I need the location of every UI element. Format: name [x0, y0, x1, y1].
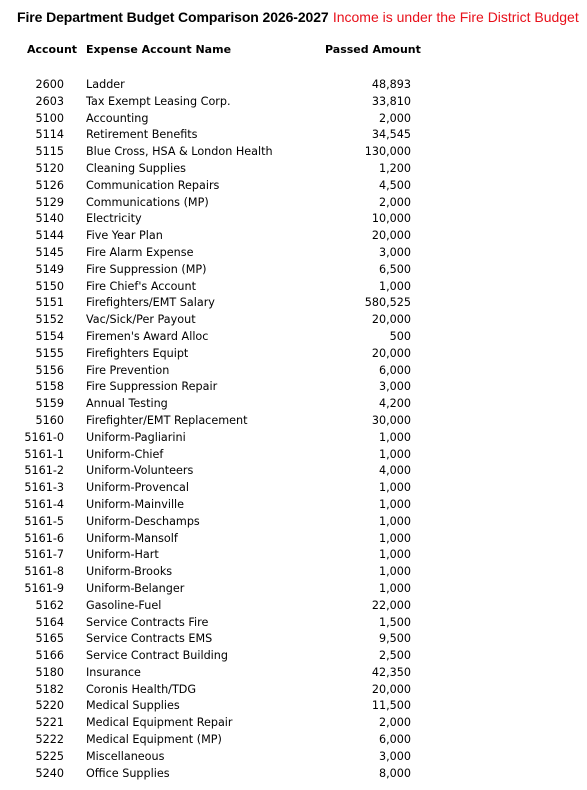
expense-name-cell: Insurance	[86, 665, 141, 679]
passed-amount-cell: 1,000	[378, 531, 411, 545]
account-number-cell: 5161-6	[24, 531, 64, 545]
account-number-cell: 5221	[35, 716, 64, 730]
account-number-cell: 5145	[35, 245, 64, 259]
passed-amount-cell: 3,000	[378, 245, 411, 259]
expense-name-cell: Fire Prevention	[86, 363, 170, 377]
passed-amount-cell: 1,500	[378, 615, 411, 629]
expense-name-cell: Uniform-Volunteers	[86, 464, 194, 478]
account-number-cell: 5151	[35, 296, 64, 310]
table-row	[0, 245, 587, 262]
account-number-cell: 5129	[35, 195, 64, 209]
passed-amount-cell: 2,500	[378, 649, 411, 663]
page-title	[17, 8, 579, 28]
expense-name-cell: Uniform-Pagliarini	[86, 430, 186, 444]
passed-amount-cell: 130,000	[364, 145, 411, 159]
budget-table	[0, 77, 587, 782]
account-number-cell: 5161-1	[24, 447, 64, 461]
passed-amount-cell: 3,000	[378, 380, 411, 394]
table-row	[0, 111, 587, 128]
account-number-cell: 5154	[35, 329, 64, 343]
account-number-cell: 5161-5	[24, 514, 64, 528]
table-row	[0, 732, 587, 749]
table-row	[0, 648, 587, 665]
expense-name-cell: Uniform-Mansolf	[86, 531, 178, 545]
expense-name-cell: Medical Supplies	[86, 699, 180, 713]
table-row	[0, 447, 587, 464]
expense-name-cell: Fire Chief's Account	[86, 279, 196, 293]
account-number-cell: 5144	[35, 229, 64, 243]
account-number-cell: 5161-4	[24, 497, 64, 511]
expense-name-cell: Vac/Sick/Per Payout	[86, 313, 196, 327]
account-number-cell: 5115	[35, 145, 64, 159]
expense-name-cell: Ladder	[86, 78, 125, 91]
account-number-cell: 5149	[35, 262, 64, 276]
expense-name-cell: Coronis Health/TDG	[86, 682, 197, 696]
account-number-cell: 5100	[35, 111, 64, 125]
account-number-cell: 5165	[35, 632, 64, 646]
table-row	[0, 295, 587, 312]
passed-amount-cell: 34,545	[371, 128, 411, 142]
expense-name-cell: Service Contracts EMS	[86, 632, 213, 646]
passed-amount-cell: 20,000	[371, 682, 411, 696]
passed-amount-cell: 20,000	[371, 313, 411, 327]
account-number-cell: 5126	[35, 178, 64, 192]
expense-name-cell: Blue Cross, HSA & London Health	[86, 145, 273, 159]
account-number-cell: 2603	[35, 94, 64, 108]
account-number-cell: 5120	[35, 161, 64, 175]
income-note: Income is under the Fire District Budget	[332, 9, 579, 25]
account-number-cell: 5152	[35, 313, 64, 327]
table-row	[0, 329, 587, 346]
passed-amount-cell: 580,525	[364, 296, 411, 310]
table-row	[0, 413, 587, 430]
passed-amount-cell: 1,000	[378, 497, 411, 511]
account-number-cell: 5159	[35, 397, 64, 411]
table-row	[0, 195, 587, 212]
passed-amount-cell: 48,893	[371, 78, 411, 91]
table-row	[0, 514, 587, 531]
account-number-cell: 5222	[35, 733, 64, 747]
passed-amount-cell: 30,000	[371, 413, 411, 427]
expense-name-cell: Communication Repairs	[86, 178, 220, 192]
table-row	[0, 682, 587, 699]
expense-name-cell: Uniform-Mainville	[86, 497, 185, 511]
account-number-cell: 5156	[35, 363, 64, 377]
table-row	[0, 379, 587, 396]
table-row	[0, 480, 587, 497]
table-header	[0, 43, 587, 59]
table-row	[0, 178, 587, 195]
table-row	[0, 615, 587, 632]
passed-amount-cell: 11,500	[371, 699, 411, 713]
passed-amount-cell: 33,810	[371, 94, 411, 108]
passed-amount-cell: 6,500	[378, 262, 411, 276]
table-row	[0, 631, 587, 648]
table-row	[0, 547, 587, 564]
table-row	[0, 127, 587, 144]
table-row	[0, 396, 587, 413]
expense-name-cell: Accounting	[86, 111, 149, 125]
expense-name-cell: Miscellaneous	[86, 749, 165, 763]
expense-name-cell: Cleaning Supplies	[86, 161, 186, 175]
document-title: Fire Department Budget Comparison 2026-2027	[17, 9, 329, 25]
table-row	[0, 430, 587, 447]
passed-amount-cell: 4,200	[378, 397, 411, 411]
expense-name-cell: Service Contracts Fire	[86, 615, 209, 629]
passed-amount-cell: 1,000	[378, 581, 411, 595]
table-row	[0, 346, 587, 363]
passed-amount-cell: 1,000	[378, 514, 411, 528]
expense-name-cell: Uniform-Deschamps	[86, 514, 200, 528]
passed-amount-cell: 1,000	[378, 481, 411, 495]
passed-amount-cell: 1,200	[378, 161, 411, 175]
account-number-cell: 5220	[35, 699, 64, 713]
expense-name-cell: Firefighters Equipt	[86, 346, 189, 360]
expense-name-cell: Firefighter/EMT Replacement	[86, 413, 248, 427]
passed-amount-cell: 1,000	[378, 279, 411, 293]
table-row	[0, 497, 587, 514]
table-row	[0, 262, 587, 279]
expense-name-cell: Gasoline-Fuel	[86, 598, 162, 612]
expense-name-cell: Fire Suppression Repair	[86, 380, 218, 394]
table-row	[0, 279, 587, 296]
account-number-cell: 5225	[35, 749, 64, 763]
expense-name-cell: Medical Equipment (MP)	[86, 733, 222, 747]
column-header-passed-amount: Passed Amount	[325, 43, 421, 56]
passed-amount-cell: 2,000	[378, 195, 411, 209]
table-row	[0, 665, 587, 682]
expense-name-cell: Firemen's Award Alloc	[86, 329, 209, 343]
passed-amount-cell: 6,000	[378, 363, 411, 377]
account-number-cell: 5140	[35, 212, 64, 226]
table-row	[0, 715, 587, 732]
account-number-cell: 5161-3	[24, 481, 64, 495]
passed-amount-cell: 1,000	[378, 430, 411, 444]
expense-name-cell: Medical Equipment Repair	[86, 716, 233, 730]
expense-name-cell: Annual Testing	[86, 397, 168, 411]
passed-amount-cell: 4,500	[378, 178, 411, 192]
passed-amount-cell: 8,000	[378, 766, 411, 780]
expense-name-cell: Uniform-Provencal	[86, 481, 189, 495]
table-row	[0, 581, 587, 598]
passed-amount-cell: 1,000	[378, 548, 411, 562]
table-row	[0, 564, 587, 581]
table-row	[0, 144, 587, 161]
table-row	[0, 228, 587, 245]
expense-name-cell: Five Year Plan	[86, 229, 163, 243]
passed-amount-cell: 1,000	[378, 447, 411, 461]
table-row	[0, 598, 587, 615]
table-row	[0, 463, 587, 480]
table-row	[0, 766, 587, 783]
expense-name-cell: Fire Suppression (MP)	[86, 262, 207, 276]
table-row	[0, 363, 587, 380]
table-row	[0, 312, 587, 329]
expense-name-cell: Tax Exempt Leasing Corp.	[86, 94, 231, 108]
account-number-cell: 5240	[35, 766, 64, 780]
account-number-cell: 5114	[35, 128, 64, 142]
expense-name-cell: Fire Alarm Expense	[86, 245, 194, 259]
expense-name-cell: Electricity	[86, 212, 142, 226]
passed-amount-cell: 9,500	[378, 632, 411, 646]
account-number-cell: 5161-9	[24, 581, 64, 595]
table-row	[0, 161, 587, 178]
passed-amount-cell: 22,000	[371, 598, 411, 612]
column-header-account: Account	[27, 43, 78, 56]
passed-amount-cell: 20,000	[371, 229, 411, 243]
expense-name-cell: Office Supplies	[86, 766, 170, 780]
expense-name-cell: Communications (MP)	[86, 195, 209, 209]
passed-amount-cell: 500	[389, 329, 411, 343]
table-row	[0, 698, 587, 715]
account-number-cell: 5161-7	[24, 548, 64, 562]
account-number-cell: 5160	[35, 413, 64, 427]
account-number-cell: 5161-8	[24, 565, 64, 579]
account-number-cell: 5180	[35, 665, 64, 679]
account-number-cell: 5161-2	[24, 464, 64, 478]
table-row	[0, 749, 587, 766]
account-number-cell: 5164	[35, 615, 64, 629]
account-number-cell: 5150	[35, 279, 64, 293]
passed-amount-cell: 2,000	[378, 716, 411, 730]
passed-amount-cell: 2,000	[378, 111, 411, 125]
table-row	[0, 77, 587, 94]
passed-amount-cell: 10,000	[371, 212, 411, 226]
column-header-expense-name: Expense Account Name	[86, 43, 232, 56]
account-number-cell: 5162	[35, 598, 64, 612]
passed-amount-cell: 4,000	[378, 464, 411, 478]
expense-name-cell: Uniform-Brooks	[86, 565, 173, 579]
account-number-cell: 5155	[35, 346, 64, 360]
account-number-cell: 5158	[35, 380, 64, 394]
passed-amount-cell: 20,000	[371, 346, 411, 360]
expense-name-cell: Uniform-Chief	[86, 447, 164, 461]
account-number-cell: 5166	[35, 649, 64, 663]
passed-amount-cell: 3,000	[378, 749, 411, 763]
table-row	[0, 211, 587, 228]
expense-name-cell: Uniform-Belanger	[86, 581, 185, 595]
expense-name-cell: Retirement Benefits	[86, 128, 198, 142]
table-row	[0, 94, 587, 111]
passed-amount-cell: 1,000	[378, 565, 411, 579]
account-number-cell: 2600	[35, 78, 64, 91]
account-number-cell: 5182	[35, 682, 64, 696]
account-number-cell: 5161-0	[24, 430, 64, 444]
table-row	[0, 531, 587, 548]
expense-name-cell: Service Contract Building	[86, 649, 228, 663]
expense-name-cell: Firefighters/EMT Salary	[86, 296, 215, 310]
passed-amount-cell: 6,000	[378, 733, 411, 747]
passed-amount-cell: 42,350	[371, 665, 411, 679]
expense-name-cell: Uniform-Hart	[86, 548, 159, 562]
